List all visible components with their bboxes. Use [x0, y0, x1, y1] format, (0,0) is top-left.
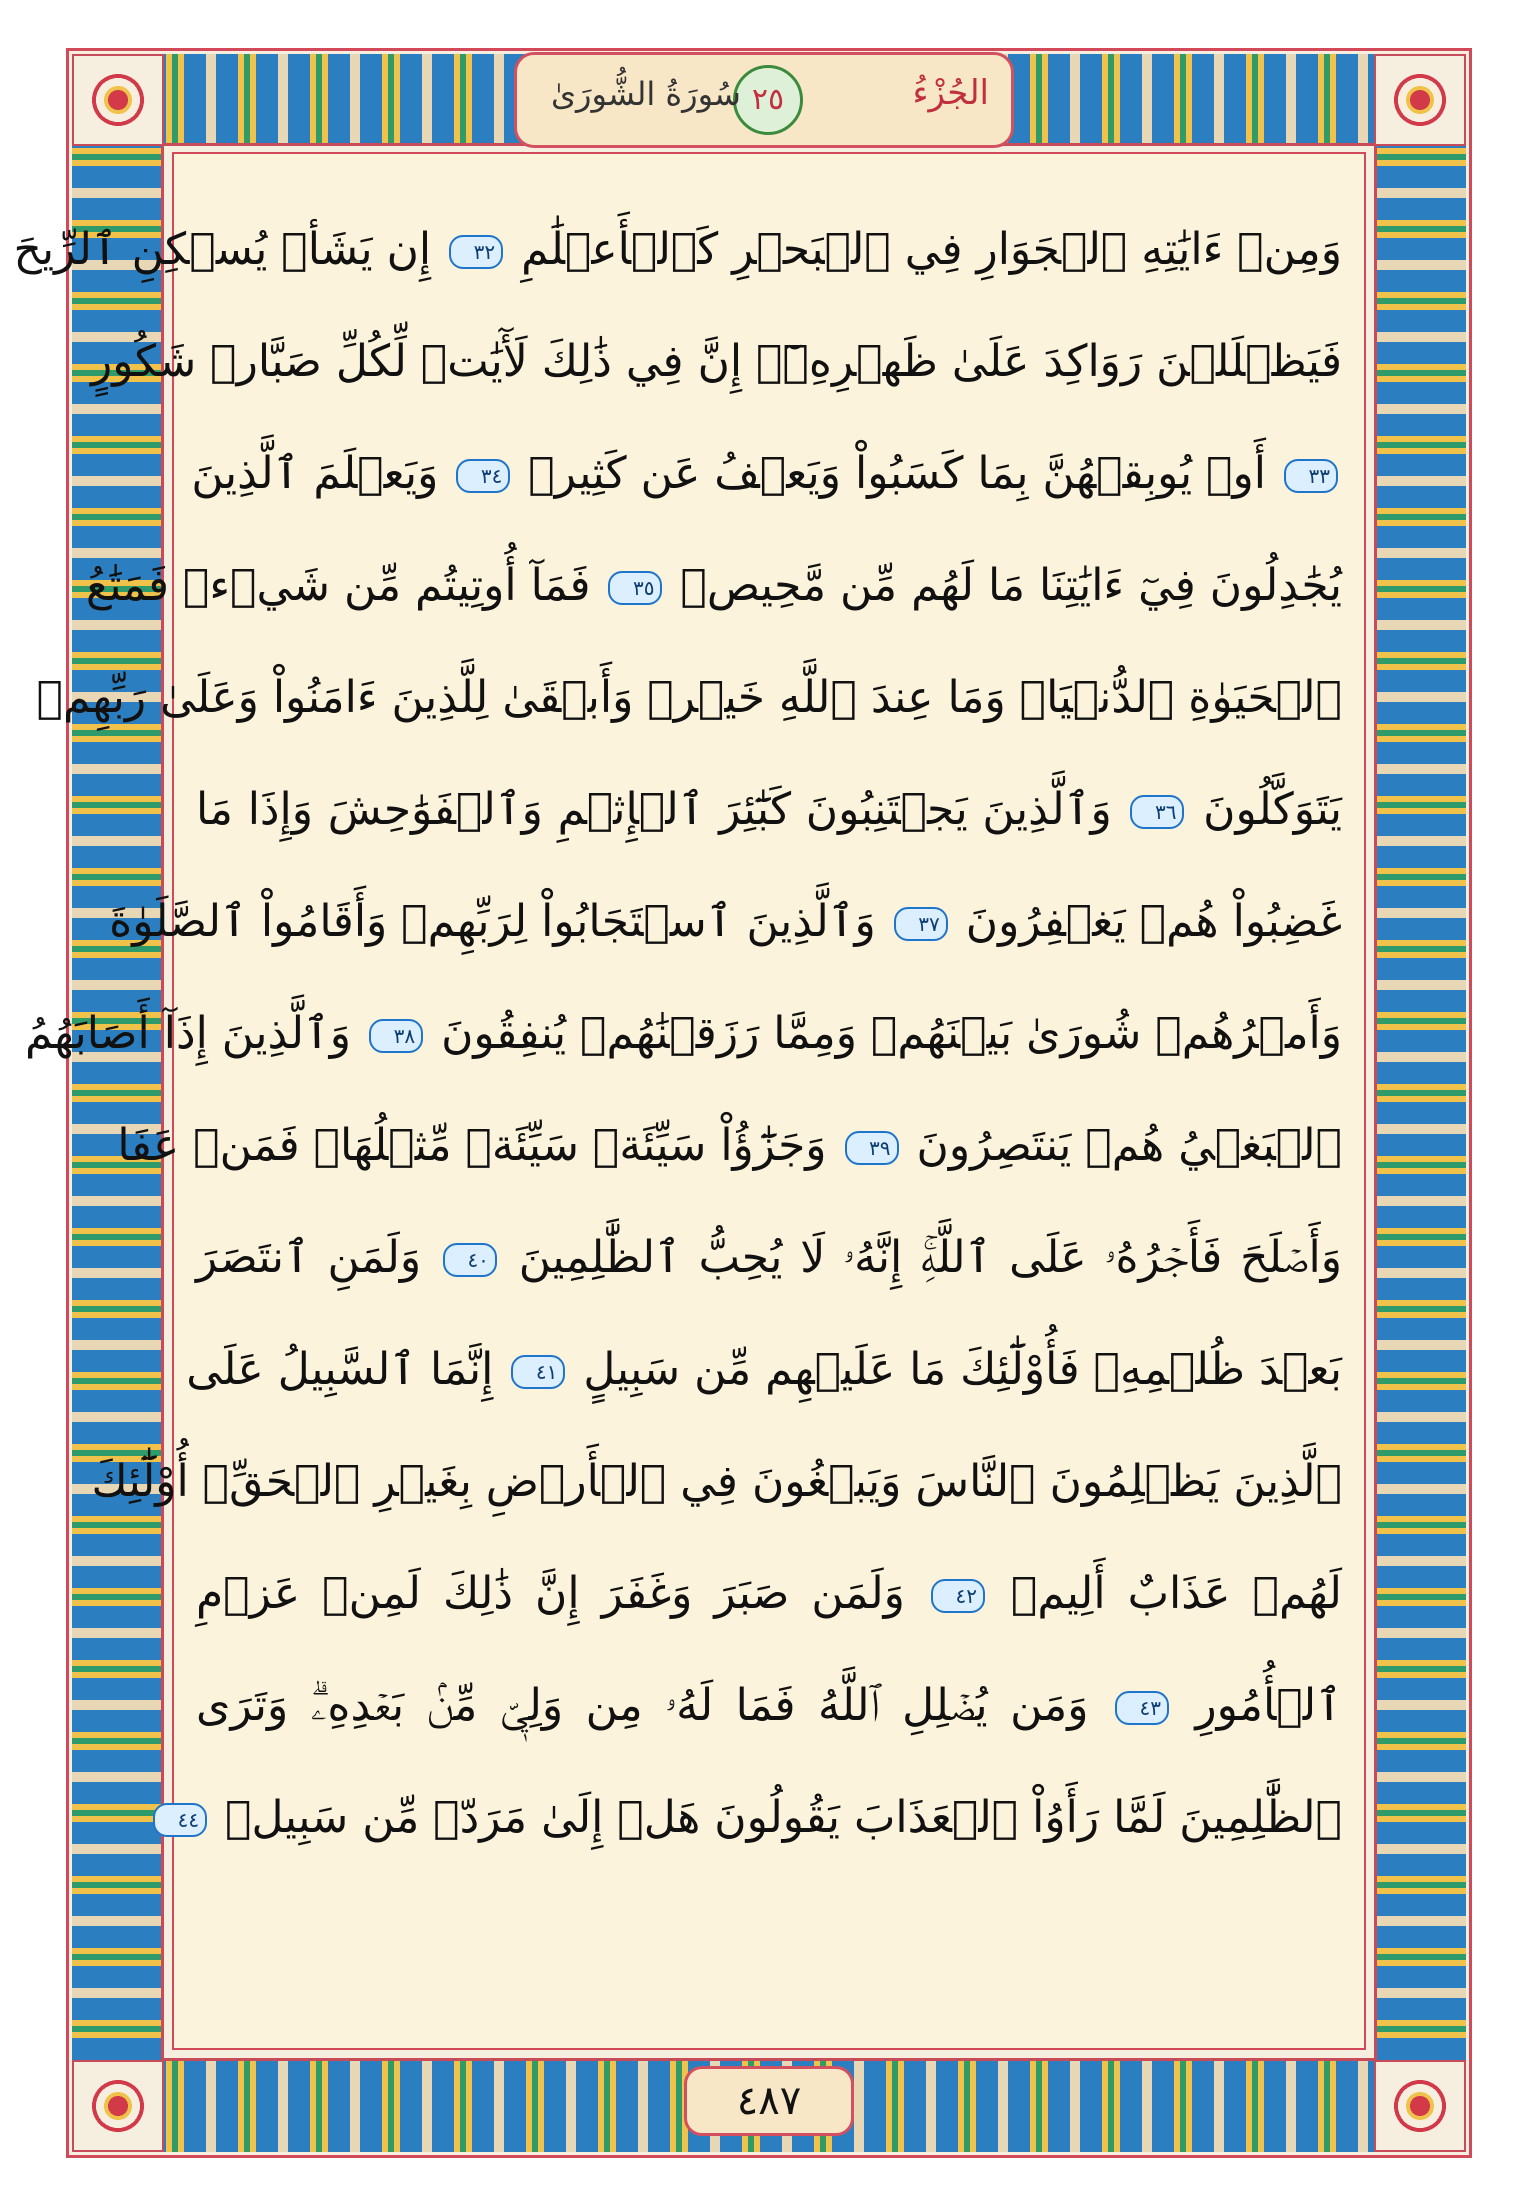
verse-text: ٱلۡأُمُورِ	[1195, 1680, 1342, 1731]
ayah-number-marker: ٣٨	[369, 1019, 423, 1053]
corner-rosette-icon	[1374, 2060, 1466, 2152]
verse-text: وَٱلَّذِينَ إِذَآ أَصَابَهُمُ	[24, 1008, 352, 1059]
surah-name: سُورَةُ الشُّورَىٰ	[551, 75, 741, 113]
verse-text: وَٱلَّذِينَ يَجۡتَنِبُونَ كَبَٰٓئِرَ ٱلۡإِثۡمِ وَٱلۡفَوَٰحِشَ وَإِذَا مَا	[196, 784, 1112, 835]
text-line	[91, 306, 1364, 418]
verse-text: ٱلظَّٰلِمِينَ لَمَّا رَأَوُاْ ٱلۡعَذَابَ يَقُولُونَ هَلۡ إِلَىٰ مَرَدّٖ مِّن سَبِيلٖ	[225, 1792, 1342, 1843]
verse-text: وَلَمَنِ ٱنتَصَرَ	[196, 1232, 422, 1283]
page-header	[514, 52, 1014, 148]
ayah-number-marker: ٣٢	[449, 235, 503, 269]
verse-text: وَأَمۡرُهُمۡ شُورَىٰ بَيۡنَهُمۡ وَمِمَّا رَزَقۡنَٰهُمۡ يُنفِقُونَ	[441, 1008, 1342, 1059]
ayah-number-marker: ٤٠	[443, 1243, 497, 1277]
verses-block	[13, 194, 1364, 1874]
text-line	[13, 194, 1364, 306]
text-line	[91, 1426, 1364, 1538]
verse-text: فَمَآ أُوتِيتُم مِّن شَيۡءٖ فَمَتَٰعُ	[85, 560, 591, 611]
verse-text: وَيَعۡلَمَ ٱلَّذِينَ	[191, 448, 439, 499]
ornament-border-right	[1374, 54, 1466, 2152]
verse-text: وَلَمَن صَبَرَ وَغَفَرَ إِنَّ ذَٰلِكَ لَمِنۡ عَزۡمِ	[196, 1568, 905, 1619]
text-line	[36, 642, 1364, 754]
ayah-number-marker: ٤٢	[931, 1579, 985, 1613]
text-line	[174, 1650, 1364, 1762]
verse-text: يَتَوَكَّلُونَ	[1203, 784, 1342, 835]
text-line	[85, 530, 1364, 642]
verse-text: وَجَزَٰٓؤُاْ سَيِّئَةٖ سَيِّئَةٞ مِّثۡلُهَاۖ فَمَنۡ عَفَا	[117, 1120, 827, 1171]
text-area	[13, 152, 1366, 2050]
ayah-number-marker: ٣٣	[1284, 459, 1338, 493]
verse-text: ٱلۡبَغۡيُ هُمۡ يَنتَصِرُونَ	[916, 1120, 1342, 1171]
verse-text: أَوۡ يُوبِقۡهُنَّ بِمَا كَسَبُواْ وَيَعۡفُ عَن كَثِيرٖ	[528, 448, 1266, 499]
ayah-number-marker: ٤٣	[1115, 1691, 1169, 1725]
ayah-number-marker: ٣٤	[456, 459, 510, 493]
verse-text: غَضِبُواْ هُمۡ يَغۡفِرُونَ	[965, 896, 1342, 947]
ayah-number-marker: ٣٥	[608, 571, 662, 605]
verse-text: وَٱلَّذِينَ ٱسۡتَجَابُواْ لِرَبِّهِمۡ وَأَقَامُواْ ٱلصَّلَوٰةَ	[109, 896, 876, 947]
ayah-number-marker: ٣٦	[1130, 795, 1184, 829]
page-number: ٤٨٧	[684, 2066, 854, 2136]
ayah-number-marker: ٤٤	[153, 1803, 207, 1837]
text-line	[117, 1090, 1364, 1202]
verse-text: وَمِنۡ ءَايَٰتِهِ ٱلۡجَوَارِ فِي ٱلۡبَحۡرِ كَٱلۡأَعۡلَٰمِ	[521, 224, 1342, 275]
verse-text: بَعۡدَ ظُلۡمِهِۦ فَأُوْلَٰٓئِكَ مَا عَلَيۡهِم مِّن سَبِيلٍ	[583, 1344, 1342, 1395]
verse-text: وَمَن يُضۡلِلِ ٱللَّهُ فَمَا لَهُۥ مِن وَلِيّٖ مِّنۢ بَعۡدِهِۦۗ وَتَرَى	[196, 1680, 1089, 1731]
text-line	[174, 1762, 1364, 1874]
juz-number-badge: ٢٥	[733, 65, 803, 135]
verse-text: إِنَّمَا ٱلسَّبِيلُ عَلَى	[186, 1344, 494, 1395]
verse-text: لَهُمۡ عَذَابٌ أَلِيمٞ	[1010, 1568, 1342, 1619]
verse-text: يُجَٰدِلُونَ فِيٓ ءَايَٰتِنَا مَا لَهُم مِّن مَّحِيصٖ	[680, 560, 1342, 611]
text-line	[174, 754, 1364, 866]
text-line	[174, 418, 1364, 530]
text-line	[109, 866, 1364, 978]
verse-text: فَيَظۡلَلۡنَ رَوَاكِدَ عَلَىٰ ظَهۡرِهِۦٓۚ إِنَّ فِي ذَٰلِكَ لَأٓيَٰتٖ لِّكُلِّ صَبَّارٖ شَكُورٍ	[91, 336, 1342, 387]
ayah-number-marker: ٣٩	[845, 1131, 899, 1165]
text-line	[174, 1314, 1364, 1426]
verse-text: ٱلۡحَيَوٰةِ ٱلدُّنۡيَاۖ وَمَا عِندَ ٱللَّهِ خَيۡرٞ وَأَبۡقَىٰ لِلَّذِينَ ءَامَنُواْ وَعَلَىٰ رَبِّهِمۡ	[36, 672, 1342, 723]
text-line	[174, 1202, 1364, 1314]
verse-text: ٱلَّذِينَ يَظۡلِمُونَ ٱلنَّاسَ وَيَبۡغُونَ فِي ٱلۡأَرۡضِ بِغَيۡرِ ٱلۡحَقِّۚ أُوْلَٰٓئِكَ	[91, 1456, 1342, 1507]
verse-text: وَأَصۡلَحَ فَأَجۡرُهُۥ عَلَى ٱللَّهِۚ إِنَّهُۥ لَا يُحِبُّ ٱلظَّٰلِمِينَ	[518, 1232, 1342, 1283]
ayah-number-marker: ٤١	[511, 1355, 565, 1389]
corner-rosette-icon	[1374, 54, 1466, 146]
ayah-number-marker: ٣٧	[894, 907, 948, 941]
verse-text: إِن يَشَأۡ يُسۡكِنِ ٱلرِّيحَ	[13, 224, 432, 275]
corner-rosette-icon	[72, 54, 164, 146]
text-line	[174, 1538, 1364, 1650]
text-line	[24, 978, 1364, 1090]
juz-label: الجُزْءُ	[912, 73, 989, 113]
corner-rosette-icon	[72, 2060, 164, 2152]
